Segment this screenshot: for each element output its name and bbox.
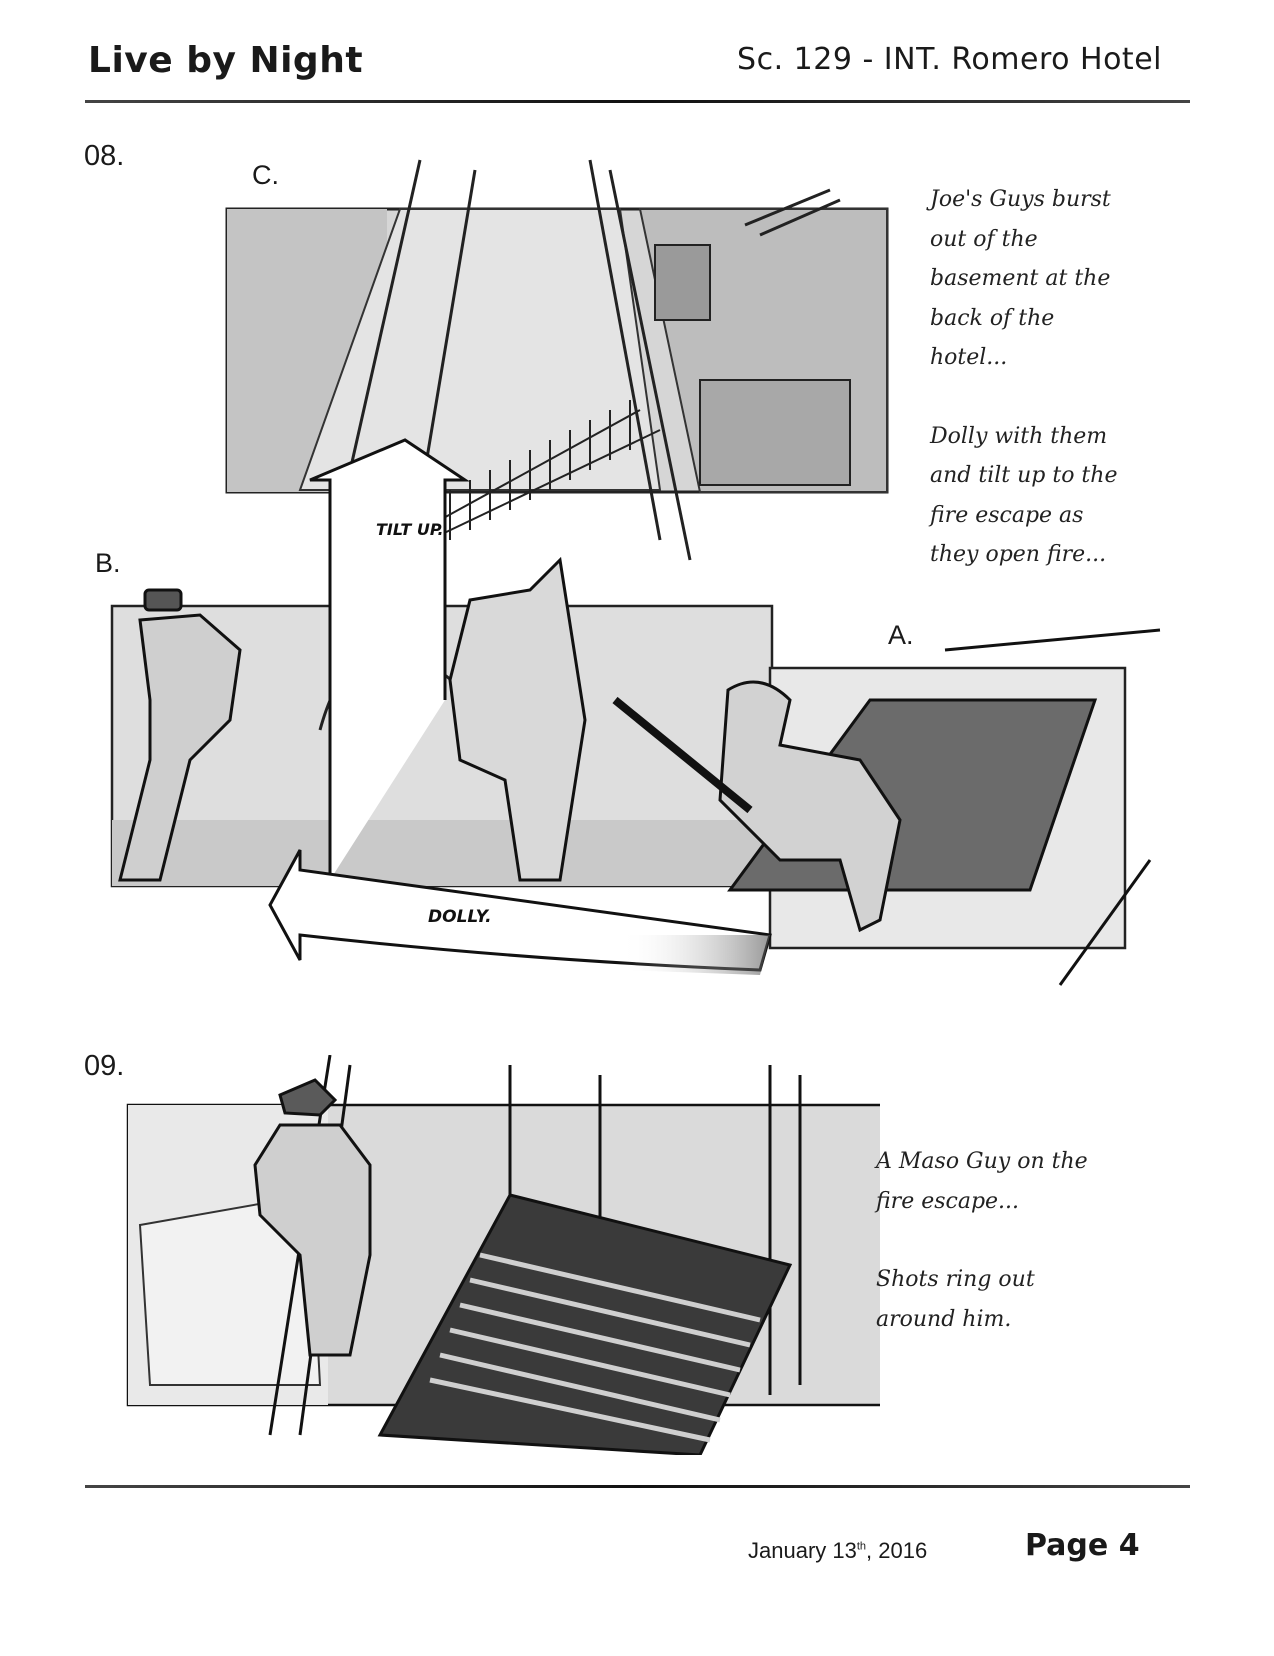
scene-heading: Sc. 129 - INT. Romero Hotel [737, 42, 1162, 77]
shot-08-note-2: Dolly with them and tilt up to the fire escape as they open fire... [930, 423, 1118, 567]
shot-09-notes [876, 1142, 1088, 1339]
shot-09-note-2: Shots ring out around him. [876, 1267, 1035, 1332]
panel-label-b: B. [95, 548, 121, 578]
shot-09-note-1: A Maso Guy on the fire escape... [876, 1149, 1088, 1214]
footer-date: January 13th, 2016 [748, 1538, 928, 1563]
shot-number-08: 08. [84, 140, 125, 172]
footer-divider [85, 1485, 1190, 1488]
panel-label-c: C. [252, 160, 279, 190]
page-number: Page 4 [1025, 1528, 1140, 1563]
panel-c-frame [227, 160, 887, 560]
page-title: Live by Night [88, 40, 364, 81]
dolly-label: DOLLY. [428, 907, 492, 927]
tilt-up-label: TILT UP. [376, 520, 444, 539]
shot-08-note-1: Joe's Guys burst out of the basement at the back of the hotel... [930, 187, 1111, 370]
shot-08-notes [930, 180, 1117, 575]
shot-number-09: 09. [84, 1050, 125, 1082]
storyboard-sketch-shot-09 [80, 1055, 880, 1455]
panel-label-a: A. [888, 620, 914, 650]
